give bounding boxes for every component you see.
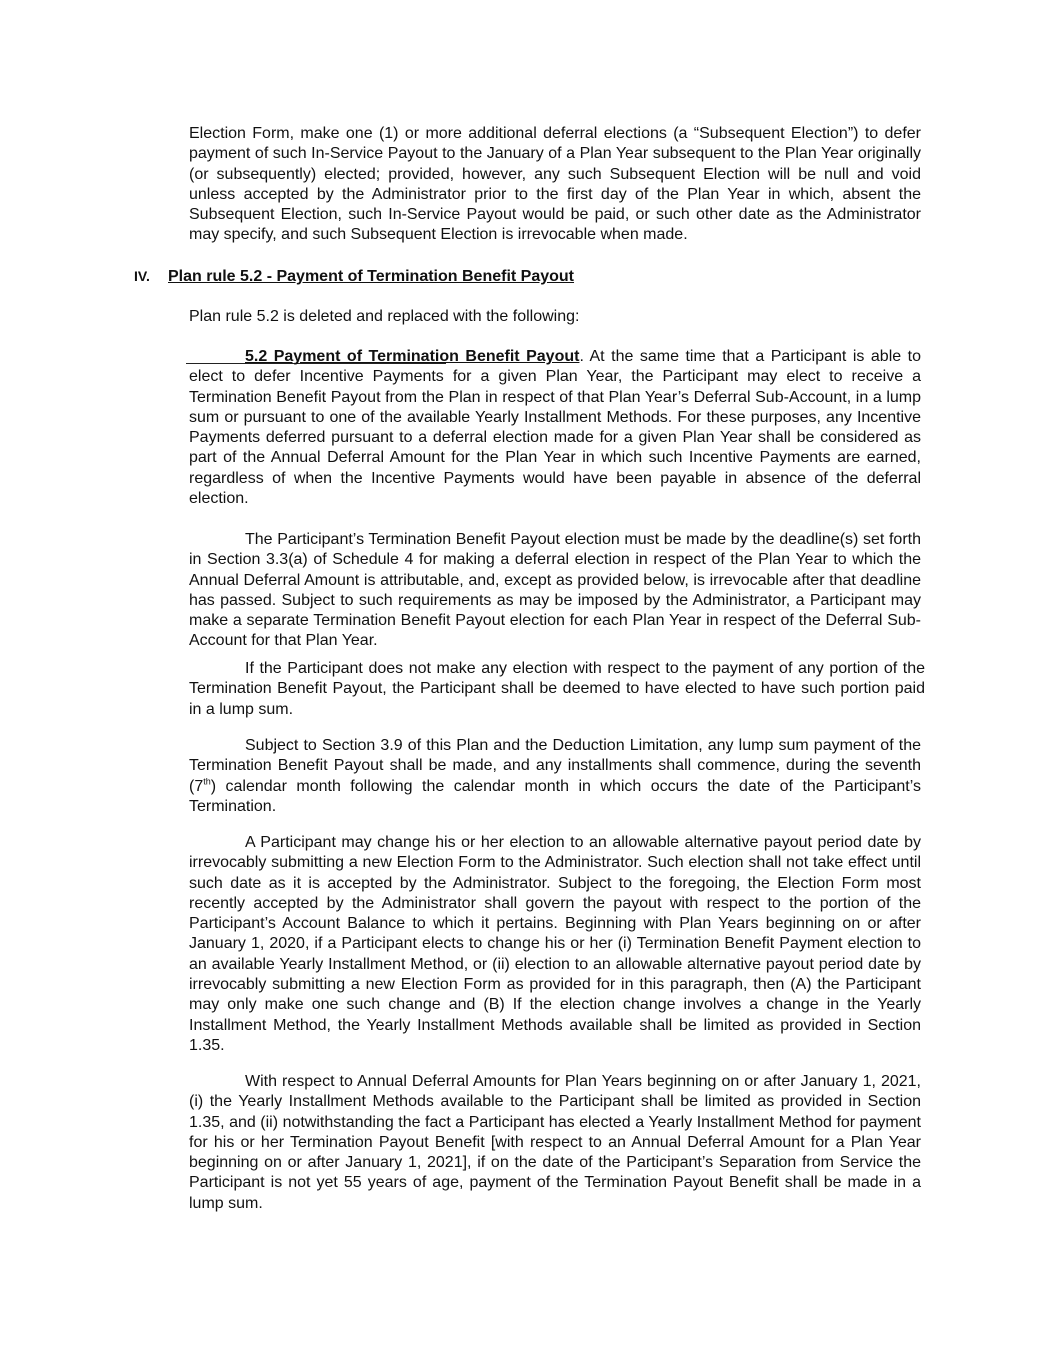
section-heading <box>134 266 574 287</box>
annual-deferral-paragraph: With respect to Annual Deferral Amounts for Plan Years beginning on or after January 1, 2021, (i) the Yearly Installment Methods available to the Participant shall be limited as provided in Section 1.35, and (ii) notwithstanding the fact a Participant has elected a Yearly Installment Method for payment for his or her Termination Payout Benefit [with respect to an Annual Deferral Amount for a Plan Year beginning on or after January 1, 2021], if on the date of the Participant’s Separation from Service the Participant is not yet 55 years of age, payment of the Termination Payout Benefit shall be made in a lump sum. <box>189 1073 921 1212</box>
election-deadline-paragraph: The Participant’s Termination Benefit Payout election must be made by the deadline(s) set forth in Section 3.3(a) of Schedule 4 for making a deferral election in respect of the Plan Year to which the Annual Deferral Amount is attributable, and, except as provided below, is irrevocable after that deadline has passed. Subject to such requirements as may be imposed by the Administrator, a Participant may make a separate Termination Benefit Payout election for each Plan Year in respect of the Deferral Sub-Account for that Plan Year. <box>189 531 921 650</box>
default-election-paragraph: If the Participant does not make any election with respect to the payment of any portion of the Termination Benefit Payout, the Participant shall be deemed to have elected to have such portion paid in a lump sum. <box>189 660 925 718</box>
rule-heading: 5.2 Payment of Termination Benefit Payout <box>245 348 580 365</box>
intro-paragraph: Plan rule 5.2 is deleted and replaced with the following: <box>189 308 580 325</box>
continuation-paragraph: Election Form, make one (1) or more additional deferral elections (a “Subsequent Election”) to defer payment of such In-Service Payout to the January of a Plan Year subsequent to the Plan Year originally (or subsequently) elected; provided, however, any such Subsequent Election will be null and void unless accepted by the Administrator prior to the first day of the Plan Year in which, absent the Subsequent Election, such In-Service Payout would be paid, or such other date as the Administrator may specify, and such Subsequent Election is irrevocable when made. <box>189 125 921 244</box>
section-title: Plan rule 5.2 - Payment of Termination Benefit Payout <box>168 268 575 285</box>
change-election-paragraph: A Participant may change his or her election to an allowable alternative payout period date by irrevocably submitting a new Election Form to the Administrator. Such election shall not take effect until such date as it is accepted by the Administrator. Subject to the foregoing, the Election Form most recently accepted by the Administrator shall govern the payout with respect to the portion of the Participant’s Account Balance to which it pertains. Beginning with Plan Years beginning on or after January 1, 2020, if a Participant elects to change his or her (i) Termination Benefit Payment election to an available Yearly Installment Method, or (ii) election to an allowable alternative payout period date by irrevocably submitting a new Election Form as provided for in this paragraph, then (A) the Participant may only make one such change and (B) If the election change involves a change in the Yearly Installment Method, the Yearly Installment Methods available shall be limited as provided in Section 1.35. <box>189 834 921 1054</box>
section-number: IV. <box>134 268 150 284</box>
lump-sum-timing-paragraph: Subject to Section 3.9 of this Plan and the Deduction Limitation, any lump sum payment of the Termination Benefit Payout shall be made, and any installments shall commence, during the seventh (7th) calendar month following the calendar month in which occurs the date of the Participant’s Termination. <box>189 737 921 815</box>
rule-5-2-paragraph <box>189 347 921 509</box>
rule-body: . At the same time that a Participant is able to elect to defer Incentive Payments for a given Plan Year, the Participant may elect to receive a Termination Benefit Payout from the Plan in respect of that Plan Year’s Deferral Sub-Account, in a lump sum or pursuant to one of the available Yearly Installment Methods. For these purposes, any Incentive Payments deferred pursuant to a deferral election made for a given Plan Year shall be considered as part of the Annual Deferral Amount for the Plan Year in which such Incentive Payments are earned, regardless of when the Incentive Payments would have been payable in absence of the deferral election. <box>189 348 921 508</box>
